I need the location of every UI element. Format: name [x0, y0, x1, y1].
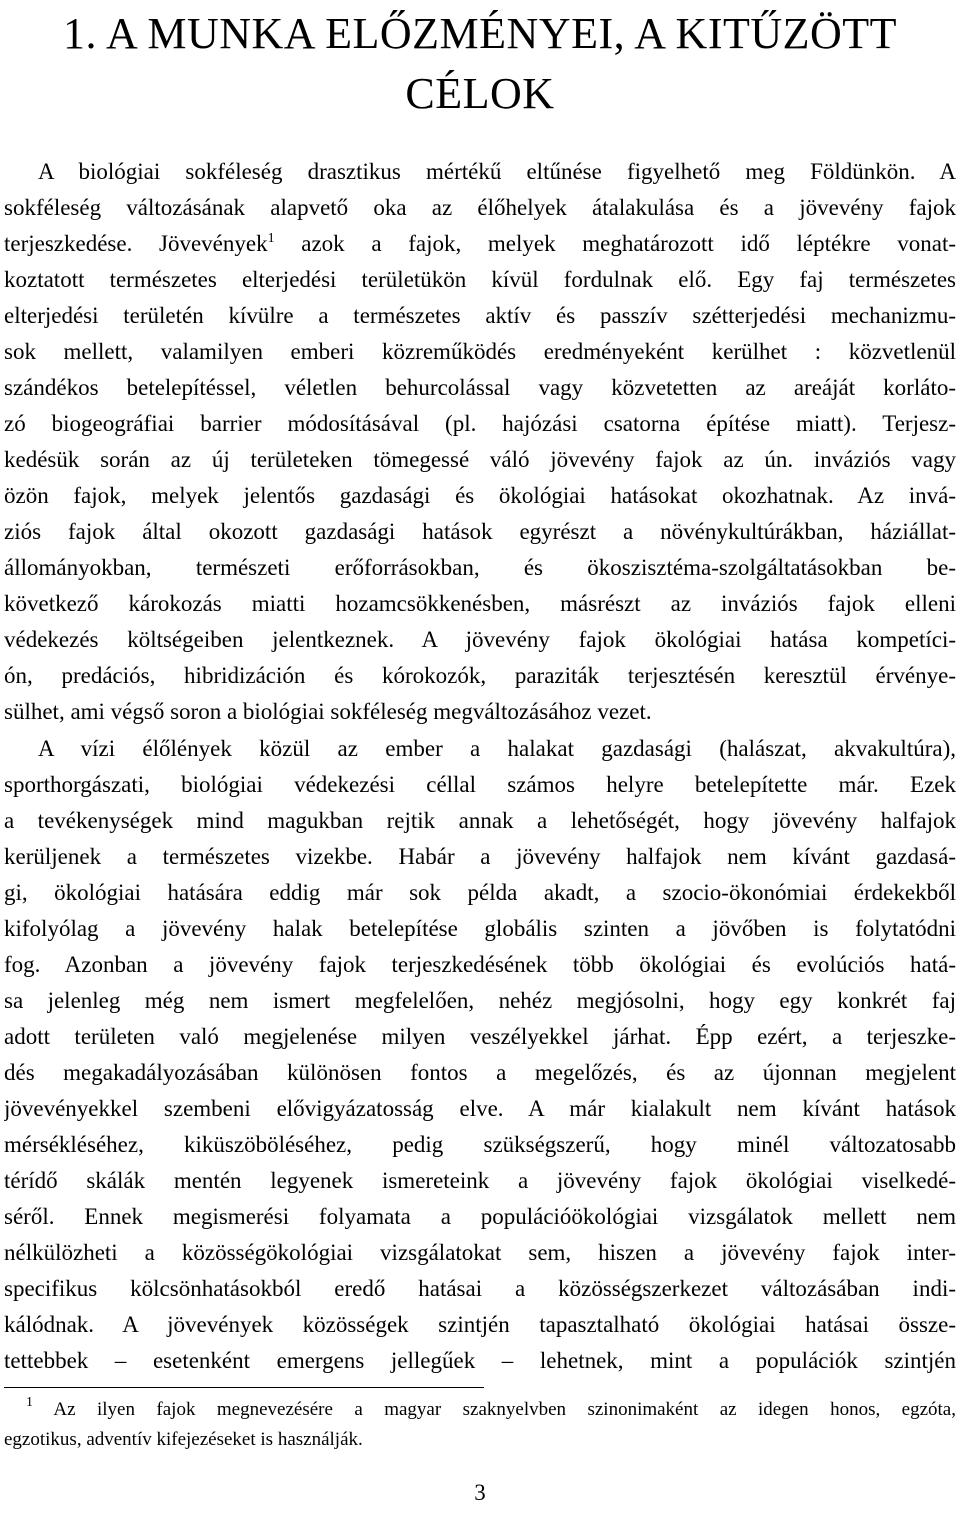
footnote-marker: 1 [26, 1395, 33, 1410]
body-line: sa jelenleg még nem ismert megfelelően, nehéz megjósolni, hogy egy konkrét faj [4, 988, 956, 1013]
body-line: szándékos betelepítéssel, véletlen behurcolással vagy közvetetten az areáját korláto- [4, 375, 956, 400]
footnote-line [4, 1395, 956, 1425]
body-line: A vízi élőlények közül az ember a halakat gazdasági (halászat, akvakultúra), [38, 736, 956, 761]
body-line: sokféleség változásának alapvető oka az élőhelyek átalakulása és a jövevény fajok [4, 195, 956, 220]
body-line: sülhet, ami végső soron a biológiai sokféleség megváltozásához vezet. [4, 699, 652, 724]
body-line: sok mellett, valamilyen emberi közreműködés eredményeként kerülhet : közvetlenül [4, 339, 956, 364]
body-text: azok a fajok, melyek meghatározott idő léptékre vonat- [301, 231, 956, 256]
footnote-line: egzotikus, adventív kifejezéseket is használják. [4, 1429, 363, 1450]
body-line: gi, ökológiai hatására eddig már sok példa akadt, a szocio-ökonómiai érdekekből [4, 880, 956, 905]
chapter-title [60, 4, 900, 124]
body-line: kifolyólag a jövevény halak betelepítése globális szinten a jövőben is folytatódni [4, 916, 956, 941]
body-line: kálódnak. A jövevények közösségek szintjén tapasztalható ökológiai hatásai össze- [4, 1312, 956, 1337]
body-line: özön fajok, melyek jelentős gazdasági és ökológiai hatásokat okozhatnak. Az invá- [4, 483, 956, 508]
body-line: fog. Azonban a jövevény fajok terjeszkedésének több ökológiai és evolúciós hatá- [4, 952, 956, 977]
body-line: védekezés költségeiben jelentkeznek. A jövevény fajok ökológiai hatása kompetíci- [4, 627, 956, 652]
body-line: elterjedési területén kívülre a természetes aktív és passzív szétterjedési mechanizmu- [4, 303, 956, 328]
body-line: koztatott természetes elterjedési területükön kívül fordulnak elő. Egy faj természetes [4, 267, 956, 292]
body-line: séről. Ennek megismerési folyamata a populációökológiai vizsgálatok mellett nem [4, 1204, 956, 1229]
body-line: állományokban, természeti erőforrásokban, és ökoszisztéma-szolgáltatásokban be- [4, 555, 956, 580]
footnote-divider [4, 1387, 484, 1388]
body-line: tettebbek – esetenként emergens jellegűek – lehetnek, mint a populációk szintjén [4, 1348, 956, 1373]
body-line: sporthorgászati, biológiai védekezési céllal számos helyre betelepítette már. Ezek [4, 772, 956, 797]
body-line: ón, predációs, hibridizáción és kórokozók, paraziták terjesztésén keresztül érvénye- [4, 663, 956, 688]
body-line: adott területen való megjelenése milyen veszélyekkel járhat. Épp ezért, a terjeszke- [4, 1024, 956, 1049]
body-line: jövevényekkel szembeni elővigyázatosság elve. A már kialakult nem kívánt hatások [4, 1096, 956, 1121]
body-line: dés megakadályozásában különösen fontos a megelőzés, és az újonnan megjelent [4, 1060, 956, 1085]
body-line: mérsékléséhez, kiküszöböléséhez, pedig szükségszerű, hogy minél változatosabb [4, 1132, 956, 1157]
body-line: térídő skálák mentén legyenek ismereteink a jövevény fajok ökológiai viselkedé- [4, 1168, 956, 1193]
chapter-title-line-2: CÉLOK [405, 69, 555, 118]
body-line: kedésük során az új területeken tömegessé váló jövevény fajok az ún. inváziós vagy [4, 447, 956, 472]
chapter-title-line-1: 1. A MUNKA ELŐZMÉNYEI, A KITŰZÖTT [62, 9, 898, 58]
body-text: terjeszkedése. Jövevények [4, 231, 268, 256]
page-number: 3 [474, 1480, 486, 1505]
body-line: specifikus kölcsönhatásokból eredő hatásai a közösségszerkezet változásában indi- [4, 1276, 956, 1301]
body-line: a tevékenységek mind magukban rejtik annak a lehetőségét, hogy jövevény halfajok [4, 808, 956, 833]
body-line-with-footnote-ref [4, 226, 956, 262]
body-line: ziós fajok által okozott gazdasági hatások egyrészt a növénykultúrákban, háziállat- [4, 519, 956, 544]
footnote-text: Az ilyen fajok megnevezésére a magyar szaknyelvben szinonimaként az idegen honos, egzóta, [53, 1399, 956, 1420]
body-line: zó biogeográfiai barrier módosításával (pl. hajózási csatorna építése miatt). Terjesz- [4, 411, 956, 436]
body-line: kerüljenek a természetes vizekbe. Habár a jövevény halfajok nem kívánt gazdasá- [4, 844, 956, 869]
footnote-reference[interactable]: 1 [267, 231, 275, 246]
body-line: A biológiai sokféleség drasztikus mértékű eltűnése figyelhető meg Földünkön. A [38, 159, 956, 184]
body-line: nélkülözheti a közösségökológiai vizsgálatokat sem, hiszen a jövevény fajok inter- [4, 1240, 956, 1265]
body-line: következő károkozás miatti hozamcsökkenésben, másrészt az inváziós fajok elleni [4, 591, 956, 616]
